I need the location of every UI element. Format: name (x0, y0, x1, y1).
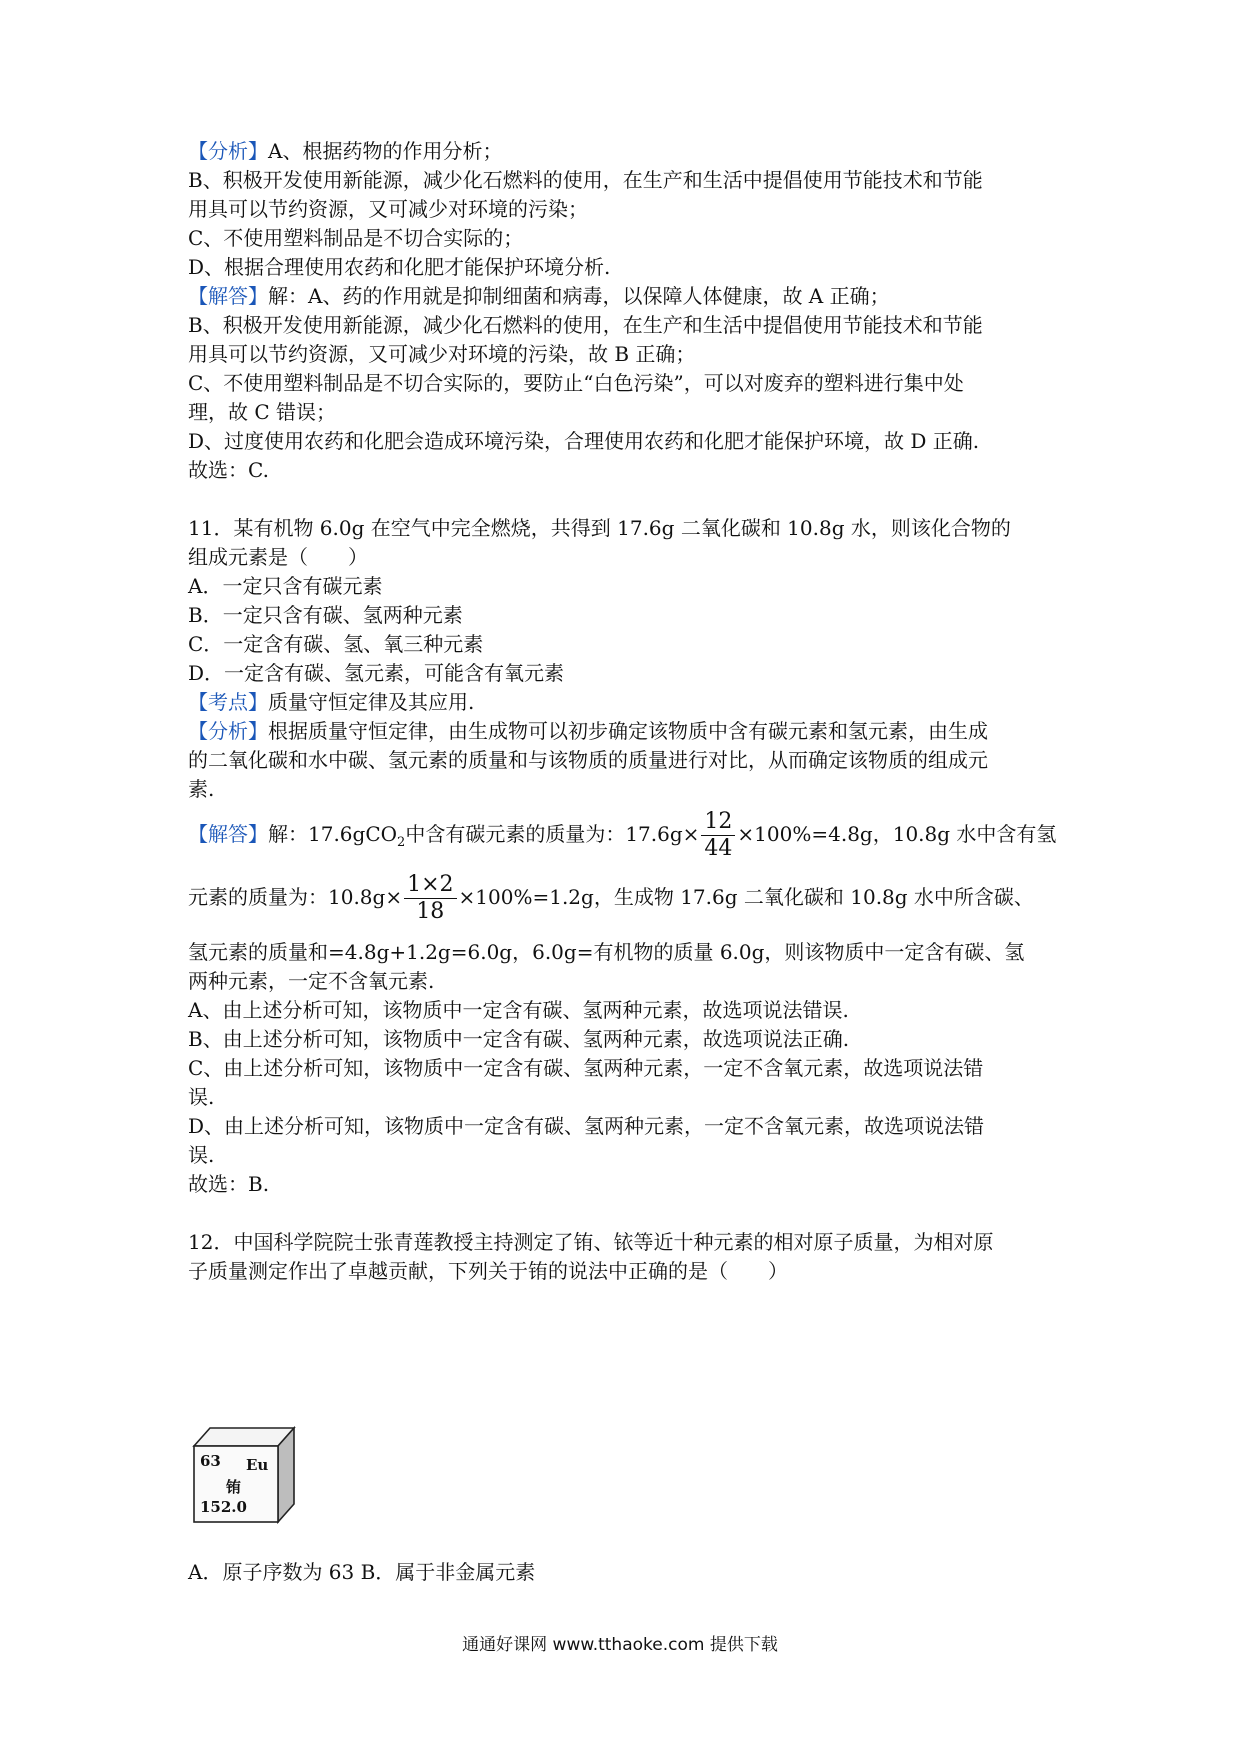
section-tag: 【解答】 (188, 284, 268, 308)
text-line: 用具可以节约资源，又可减少对环境的污染，故 B 正确； (188, 342, 696, 366)
section-tag: 【考点】 (188, 690, 268, 714)
text-line: 误. (188, 1143, 215, 1167)
question-stem: 组成元素是（ ） (188, 545, 368, 569)
section-tag: 【分析】 (188, 719, 268, 743)
question-stem: 12．中国科学院院士张青莲教授主持测定了铕、铱等近十种元素的相对原子质量，为相对原 (188, 1230, 994, 1254)
text-line: 误. (188, 1085, 215, 1109)
text-line: 故选：C. (188, 458, 269, 482)
text-line: 氢元素的质量和=4.8g+1.2g=6.0g，6.0g=有机物的质量 6.0g，则该物质中一定含有碳、氢 (188, 940, 1025, 964)
text-line: 【考点】质量守恒定律及其应用. (188, 690, 475, 714)
text-line: 两种元素，一定不含氧元素. (188, 969, 435, 993)
option-row: A．原子序数为 63 B．属于非金属元素 (188, 1560, 536, 1584)
text-line: 【解答】解：A、药的作用就是抑制细菌和病毒，以保障人体健康，故 A 正确； (188, 284, 890, 308)
element-card-figure (188, 1424, 300, 1524)
text-line: 用具可以节约资源，又可减少对环境的污染； (188, 197, 588, 221)
text-line: D、由上述分析可知，该物质中一定含有碳、氢两种元素，一定不含氧元素，故选项说法错 (188, 1114, 985, 1138)
text-line: C、不使用塑料制品是不切合实际的，要防止“白色污染”，可以对废弃的塑料进行集中处 (188, 371, 964, 395)
text-line: 【分析】A、根据药物的作用分析； (188, 139, 503, 163)
text-line: A、由上述分析可知，该物质中一定含有碳、氢两种元素，故选项说法错误. (188, 998, 849, 1022)
question-stem: 11．某有机物 6.0g 在空气中完全燃烧，共得到 17.6g 二氧化碳和 10.8g 水，则该化合物的 (188, 516, 1011, 540)
option-a: A．一定只含有碳元素 (188, 574, 383, 598)
text-line: 【解答】解：17.6gCO$_2$中含有碳元素的质量为：17.6g× $\frac{12}{44}$ ×100%=4.8g，10.8g 水中含有氢 (188, 809, 1057, 861)
option-c: C．一定含有碳、氢、氧三种元素 (188, 632, 484, 656)
fraction: $\frac{12}{44}$ (701, 809, 735, 862)
atomic-mass: 152.0 (200, 1498, 247, 1516)
text-line: C、不使用塑料制品是不切合实际的； (188, 226, 524, 250)
element-symbol: Eu (246, 1456, 269, 1474)
footer-text: 通通好课网 www.tthaoke.com 提供下载 (462, 1635, 778, 1655)
fraction: $\frac{1\times 2}{18}$ (404, 872, 456, 925)
text-line: 故选：B. (188, 1172, 270, 1196)
text-line: 素. (188, 777, 215, 801)
text-line: 理，故 C 错误； (188, 400, 337, 424)
option-d: D．一定含有碳、氢元素，可能含有氧元素 (188, 661, 565, 685)
text-line: D、过度使用农药和化肥会造成环境污染，合理使用农药和化肥才能保护环境，故 D 正确. (188, 429, 980, 453)
text-line: B、由上述分析可知，该物质中一定含有碳、氢两种元素，故选项说法正确. (188, 1027, 850, 1051)
text-line: C、由上述分析可知，该物质中一定含有碳、氢两种元素，一定不含氧元素，故选项说法错 (188, 1056, 984, 1080)
text-line: B、积极开发使用新能源，减少化石燃料的使用，在生产和生活中提倡使用节能技术和节能 (188, 168, 983, 192)
section-tag: 【分析】 (188, 139, 268, 163)
text-line: 【分析】根据质量守恒定律，由生成物可以初步确定该物质中含有碳元素和氢元素，由生成 (188, 719, 988, 743)
text-line: D、根据合理使用农药和化肥才能保护环境分析. (188, 255, 611, 279)
text-line: 的二氧化碳和水中碳、氢元素的质量和与该物质的质量进行对比，从而确定该物质的组成元 (188, 748, 988, 772)
section-tag: 【解答】 (188, 822, 268, 846)
atomic-number: 63 (200, 1452, 221, 1470)
text-line: 元素的质量为：10.8g× $\frac{1\times 2}{18}$ ×100%=1.2g，生成物 17.6g 二氧化碳和 10.8g 水中所含碳、 (188, 872, 1034, 924)
option-b: B．一定只含有碳、氢两种元素 (188, 603, 463, 627)
question-stem: 子质量测定作出了卓越贡献，下列关于铕的说法中正确的是（ ） (188, 1259, 788, 1283)
text-line: B、积极开发使用新能源，减少化石燃料的使用，在生产和生活中提倡使用节能技术和节能 (188, 313, 983, 337)
element-name: 铕 (226, 1478, 242, 1496)
